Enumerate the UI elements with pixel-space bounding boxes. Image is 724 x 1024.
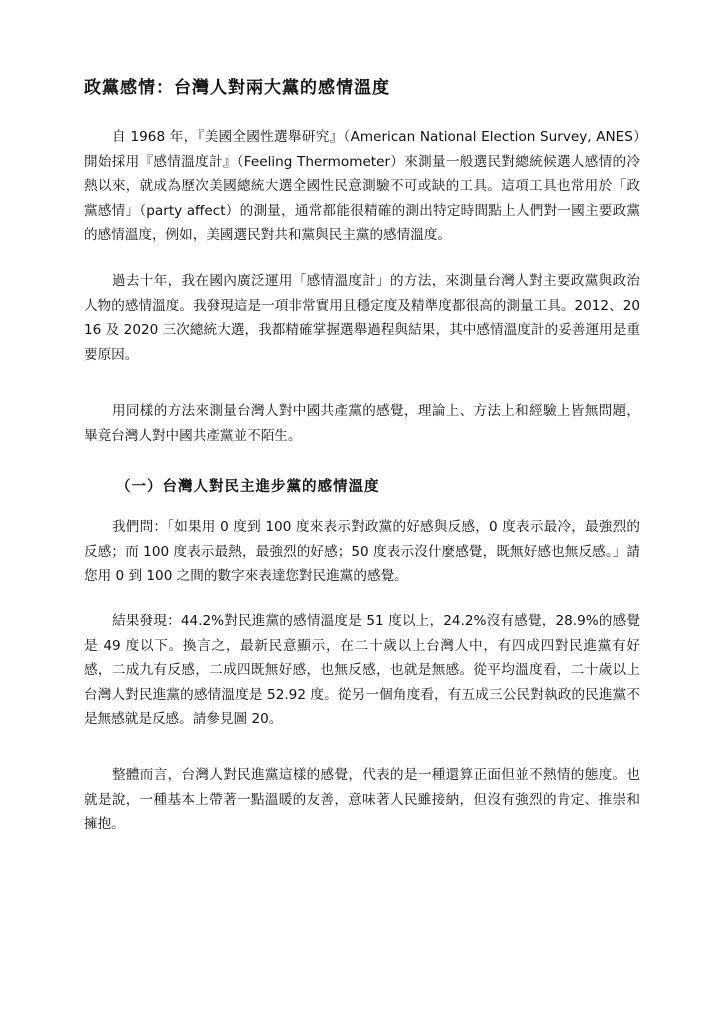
page-title: 政黨感情：台灣人對兩大黨的感情溫度 xyxy=(84,78,390,98)
section-paragraph-conclusion: 整體而言，台灣人對民進黨這樣的感覺，代表的是一種還算正面但並不熱情的態度。也就是說，一種基本上帶著一點溫暖的友善，意味著人民雖接納，但沒有強烈的肯定、推崇和擁抱。 xyxy=(84,767,640,832)
intro-paragraph-anes: 自 1968 年，『美國全國性選舉研究』（American National Election Survey, ANES）開始採用『感情溫度計』（Feeling Thermometer）來測量一般選民對總統候選人感情的冷熱以來，就成為歷次美國總統大選全國性民意測驗不可或缺的工具。這項工具也常用於「政黨感情」（party affect）的測量，通常都能很精確的測出特定時間點上人們對一國主要政黨的感情溫度，例如，美國選民對共和黨與民主黨的感情溫度。 xyxy=(84,129,640,243)
section-heading: （一）台灣人對民主進步黨的感情溫度 xyxy=(116,478,380,495)
intro-paragraph-measurement: 過去十年，我在國內廣泛運用「感情溫度計」的方法，來測量台灣人對主要政黨與政治人物的感情溫度。我發現這是一項非常實用且穩定度及精準度都很高的測量工具。2012、2016 及 2020 三次總統大選，我都精確掌握選舉過程與結果，其中感情溫度計的妥善運用是重要原因。 xyxy=(84,273,640,363)
section-paragraph-question: 我們問：「如果用 0 度到 100 度來表示對政黨的好感與反感，0 度表示最冷，最強烈的反感；而 100 度表示最熱，最強烈的好感；50 度表示沒什麼感覺，既無好感也無反感。」請您用 0 到 100 之間的數字來表達您對民進黨的感覺。 xyxy=(84,519,640,584)
intro-paragraph-ccp: 用同樣的方法來測量台灣人對中國共產黨的感覺，理論上、方法上和經驗上皆無問題，畢竟台灣人對中國共產黨並不陌生。 xyxy=(84,403,640,444)
section-paragraph-results: 結果發現：44.2%對民進黨的感情溫度是 51 度以上，24.2%沒有感覺，28.9%的感覺是 49 度以下。換言之，最新民意顯示，在二十歲以上台灣人中，有四成四對民進黨有好感，二成九有反感，二成四既無好感，也無反感，也就是無感。從平均溫度看，二十歲以上台灣人對民進黨的感情溫度是 52.92 度。從另一個角度看，有五成三公民對執政的民進黨不是無感就是反感。請參見圖 20。 xyxy=(84,613,640,727)
